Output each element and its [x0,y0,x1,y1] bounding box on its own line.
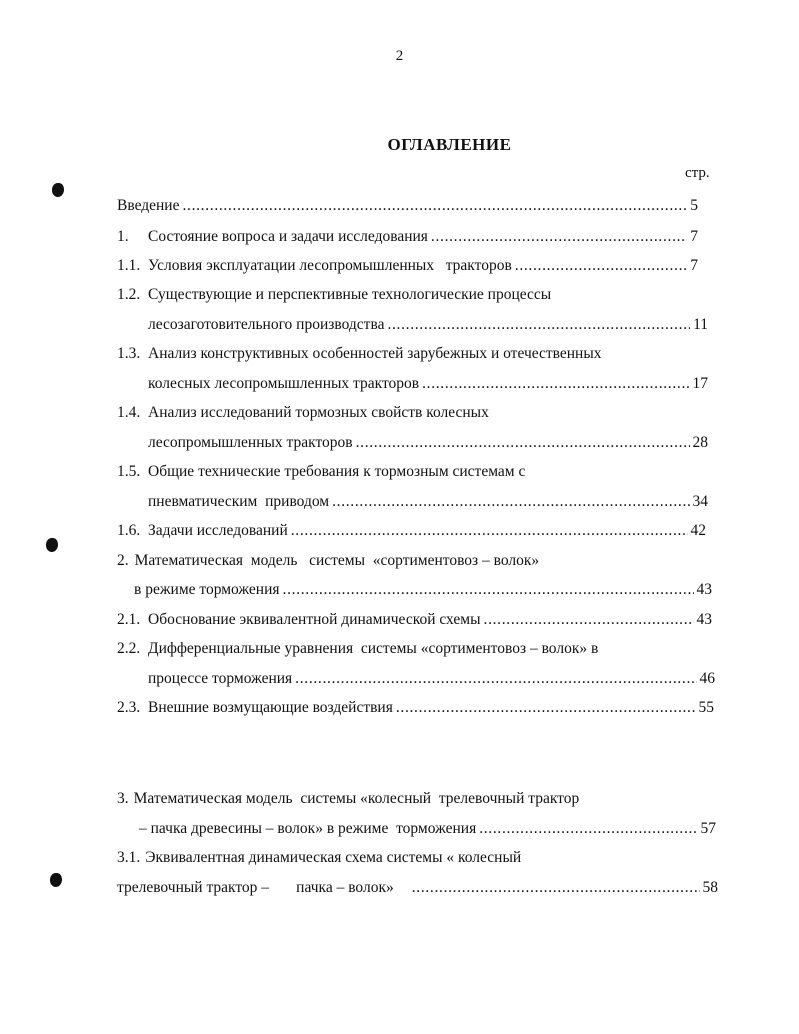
toc-entry-text: в режиме торможения [134,581,280,598]
toc-entry-page: 17 [692,375,708,392]
toc-entry-text: Задачи исследований [148,522,288,539]
toc-entry-page: 58 [702,879,718,896]
toc-entry-text: трелевочный трактор – пачка – волок» [117,879,394,896]
toc-entry-text: Условия эксплуатации лесопромышленных тракторов [148,257,512,274]
toc-entry-number: 1.2. [117,286,141,303]
toc-entry-page: 7 [690,257,698,274]
toc-entry-1-5 [148,492,708,512]
toc-entry-number: 2.2. [117,640,141,657]
toc-entry-page: 55 [698,699,714,716]
toc-entry-text: процессе торможения [148,670,293,687]
toc-entry-1-3 [148,374,708,394]
dot-leader [422,374,689,394]
dot-leader [182,196,687,216]
dot-leader [387,315,690,335]
toc-entry-text-line1: Дифференциальные уравнения системы «сортиментовоз – волок» в [148,640,599,657]
dot-leader [283,580,694,600]
toc-entry-2-2-line1 [117,639,598,659]
toc-entry-page: 43 [696,581,712,598]
toc-entry-text-line1: Анализ конструктивных особенностей зарубежных и отечественных [148,345,602,362]
toc-entry-text: пневматическим приводом [148,493,330,510]
toc-entry-number: 1. [117,228,129,245]
toc-entry-page: 42 [690,522,706,539]
toc-entry-2-line1 [117,551,539,571]
dot-leader [291,521,688,541]
toc-entry-text-line1: Общие технические требования к тормозным системам с [148,463,526,480]
toc-entry-1-2-line1 [117,285,551,305]
toc-entry-page: 11 [693,316,708,333]
toc-entry-text: Введение [117,197,180,214]
toc-entry-number: 1.5. [117,463,141,480]
toc-entry-text: Внешние возмущающие воздействия [148,699,393,716]
toc-entry-1-6 [117,521,706,541]
dot-leader [515,256,687,276]
toc-entry-page: 28 [692,434,708,451]
toc-entry-number: 1.3. [117,345,141,362]
toc-entry-page: 5 [690,197,698,214]
toc-entry-1-4 [148,433,708,453]
toc-entry-page: 7 [690,228,698,245]
dot-leader [412,878,700,898]
toc-entry-number: 2. [117,552,129,569]
dot-leader [431,227,687,247]
toc-entry-number: 1.4. [117,404,141,421]
toc-entry-text-line1: Математическая модель системы «колесный трелевочный трактор [133,790,580,807]
toc-entry-1 [117,227,698,247]
toc-entry-number: 2.3. [117,699,141,716]
toc-entry-number: 3.1. [117,849,141,866]
dot-leader [396,698,696,718]
toc-entry-1-4-line1 [117,403,489,423]
toc-entry-3 [139,819,716,839]
page-column-label: стр. [685,165,710,181]
toc-entry-text: Обоснование эквивалентной динамической схемы [148,611,481,628]
toc-entry-page: 57 [700,820,716,837]
toc-entry-number: 2.1. [117,611,141,628]
toc-entry-1-2 [148,315,708,335]
toc-entry-3-1-line1 [117,848,521,868]
dot-leader [356,433,690,453]
toc-entry-1-3-line1 [117,344,602,364]
toc-entry-3-1 [117,878,718,898]
toc-entry-number: 3. [117,790,129,807]
toc-entry-2-1 [117,610,712,630]
toc-entry-2-3 [117,698,714,718]
toc-entry-2 [134,580,712,600]
toc-entry-intro [117,196,698,216]
toc-entry-text-line1: Эквивалентная динамическая схема системы « колесный [145,849,522,866]
toc-entry-text-line1: Существующие и перспективные технологические процессы [148,286,552,303]
toc-entry-text: – пачка древесины – волок» в режиме торможения [139,820,477,837]
toc-title: ОГЛАВЛЕНИЕ [387,135,512,154]
toc-entry-number: 1.1. [117,257,141,274]
toc-entry-text: колесных лесопромышленных тракторов [148,375,420,392]
toc-entry-text-line1: Анализ исследований тормозных свойств колесных [148,404,489,421]
toc-entry-3-line1 [117,789,579,809]
dot-leader [295,669,696,689]
toc-entry-page: 34 [692,493,708,510]
toc-entry-2-2 [148,669,715,689]
toc-entry-number: 1.6. [117,522,141,539]
toc-entry-text: Состояние вопроса и задачи исследования [148,228,428,245]
toc-entry-text: лесозаготовительного производства [148,316,385,333]
toc-entry-text: лесопромышленных тракторов [148,434,353,451]
dot-leader [332,492,689,512]
toc-entry-1-5-line1 [117,462,525,482]
dot-leader [479,819,697,839]
dot-leader [484,610,694,630]
page-number: 2 [395,48,404,64]
toc-entry-1-1 [117,256,698,276]
toc-entry-text-line1: Математическая модель системы «сортиментовоз – волок» [134,552,540,569]
toc-entry-page: 43 [696,611,712,628]
toc-entry-page: 46 [699,670,715,687]
